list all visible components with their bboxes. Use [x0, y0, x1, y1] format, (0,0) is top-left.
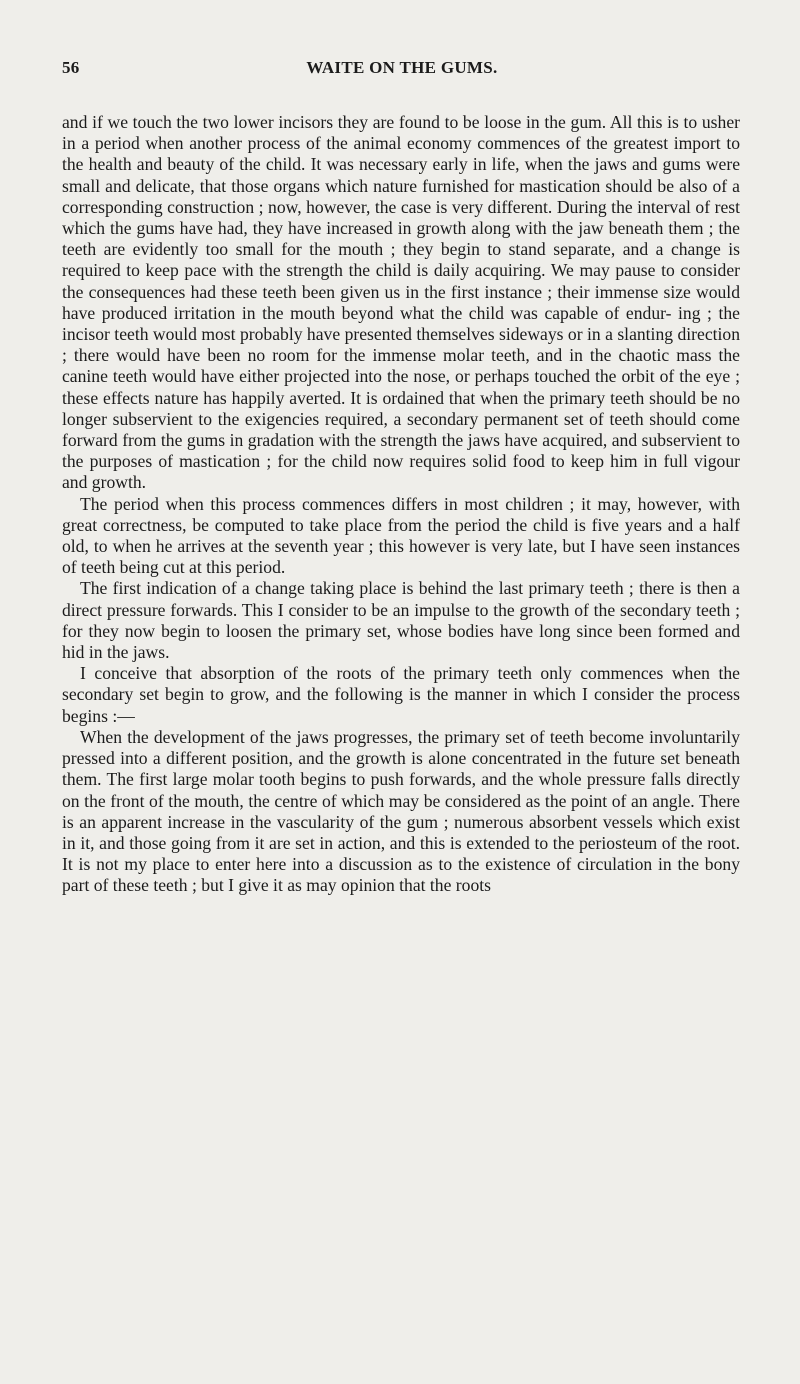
paragraph-1: and if we touch the two lower incisors they are found to be loose in the gum. All this is to usher in a period when another process of the animal economy commences of the greatest import to the health and beauty of the child. It was necessary early in life, when the jaws and gums were small and delicate, that those organs which nature furnished for mastication should be also of a corresponding construction ; now, however, the case is very different. During the interval of rest which the gums have had, they have increased in growth along with the jaw beneath them ; the teeth are evidently too small for the mouth ; they begin to stand separate, and a change is required to keep pace with the strength the child is daily acquiring. We may pause to consider the consequences had these teeth been given us in the first instance ; their immense size would have produced irritation in the mouth beyond what the child was capable of endur- ing ; the incisor teeth would most probably have presented themselves sideways or in a slanting direction ; there would have been no room for the immense molar teeth, and in the chaotic mass the canine teeth would have either projected into the nose, or perhaps touched the orbit of the eye ; these effects nature has happily averted. It is ordained that when the primary teeth should be no longer subservient to the exigencies required, a secondary permanent set of teeth should come forward from the gums in gradation with the strength the jaws have acquired, and subservient to the purposes of mastication ; for the child now requires solid food to keep him in full vigour and growth.: [62, 112, 740, 493]
running-head: [62, 58, 742, 84]
page-number: 56: [62, 58, 80, 77]
paragraph-4: I conceive that absorption of the roots of the primary teeth only commences when the secondary set begin to grow, and the following is the manner in which I consider the process begins :—: [62, 663, 740, 726]
paragraph-3: The first indication of a change taking place is behind the last primary teeth ; there is then a direct pressure forwards. This I consider to be an impulse to the growth of the secondary teeth ; for they now begin to loosen the primary set, whose bodies have long since been formed and hid in the jaws.: [62, 578, 740, 663]
body-text: [62, 112, 740, 897]
paragraph-2: The period when this process commences differs in most children ; it may, however, with great correctness, be computed to take place from the period the child is five years and a half old, to when he arrives at the seventh year ; this however is very late, but I have seen instances of teeth being cut at this period.: [62, 493, 740, 578]
paragraph-5: When the development of the jaws progresses, the primary set of teeth become involuntarily pressed into a different position, and the growth is alone concentrated in the future set beneath them. The first large molar tooth begins to push forwards, and the whole pressure falls directly on the front of the mouth, the centre of which may be considered as the point of an angle. There is an apparent increase in the vascularity of the gum ; numerous absorbent vessels which exist in it, and those going from it are set in action, and this is extended to the periosteum of the root. It is not my place to enter here into a discussion as to the existence of circulation in the bony part of these teeth ; but I give it as may opinion that the roots: [62, 726, 740, 896]
running-title: WAITE ON THE GUMS.: [306, 58, 498, 77]
